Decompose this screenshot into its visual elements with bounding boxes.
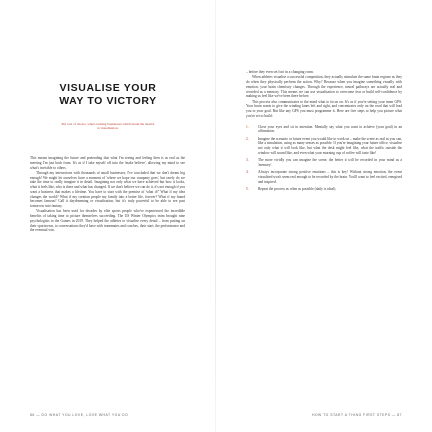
step-number: 4. bbox=[246, 170, 249, 174]
paragraph: – before they even set foot in a changing room. bbox=[246, 70, 314, 74]
step-number: 1. bbox=[246, 124, 249, 129]
step-item bbox=[246, 137, 402, 156]
paragraph: When athletes visualise a successful competition, they actually stimulate the same brain regions as they do when they physically perform the action. Why? Because when you imagine something visually with emotion, your brain chemistry changes. Through the experience, neural pathways are actually real and recorded as a memory. This means we can use visualisation to overcome fear or build self-confidence by making us feel like we've been there before. bbox=[246, 75, 402, 99]
right-body-text bbox=[246, 70, 402, 194]
step-item bbox=[246, 187, 402, 192]
chapter-title-line-1: VISUALISE YOUR bbox=[59, 82, 157, 94]
step-number: 2. bbox=[246, 136, 249, 141]
step-text: Imagine the scenario or future event you would like to work on – make the scene as real as you can, like a simulation, using as many senses as possible. If you're imagining your future office, visualise not only what it will look like, but what the desk might feel like, what the traffic outside the window will sound like, and even what your morning cup of coffee will taste like! bbox=[258, 136, 402, 155]
step-text: Always incorporate strong positive emotions – this is key! Without strong emotion, the event visualised won't seem real enough to be recorded by the brain. You'll want to feel excited, energised and inspired. bbox=[258, 170, 402, 184]
chapter-title bbox=[24, 82, 192, 108]
right-running-foot: HOW TO START A THING FIRST STEPS — 87 bbox=[311, 413, 402, 417]
step-item bbox=[246, 158, 402, 168]
chapter-title-line-2: WAY TO VICTORY bbox=[59, 95, 157, 107]
step-text: Close your eyes and sit in intention. Mentally say what you want to achieve (your goal) in an affirmation. bbox=[258, 124, 402, 134]
step-item bbox=[246, 125, 402, 135]
step-number: 5. bbox=[246, 186, 249, 191]
paragraph: Through my interactions with thousands of small businesses, I've concluded that we don't dream big enough! We might let ourselves have a moment of 'where we hope our company goes', but rarely do we take the time to really imagine it in detail. Imagining not only what we have achieved but how it looks, what it feels like, who is there and what has changed. If we don't believe we can do it, it's not enough if you want a business that makes a lifetime. You have to start with the premise of 'what if?' What if my idea changes the world? What if my creation people my family into a better life, forever? What if my brand becomes famous? Call it daydreaming or visualisation, but it's truly powerful to be able to see past tomorrow into fantasy. bbox=[30, 170, 185, 208]
step-text: Repeat the process as often as possible (daily is ideal). bbox=[258, 186, 337, 191]
step-item bbox=[246, 170, 402, 184]
epigraph-quote: My tool of choice, when creating businesses which break the mould, is visualisation. bbox=[61, 122, 155, 131]
right-page bbox=[216, 0, 432, 432]
step-text: The more vividly you can imagine the scene, the better it will be recorded in your mind as a 'memory'. bbox=[258, 158, 402, 167]
step-number: 3. bbox=[246, 158, 249, 162]
left-body-text bbox=[30, 156, 185, 234]
paragraph: Visualisation has been used for decades by elite sports people who've experienced the incredible benefits of taking time to picture themselves succeeding. The US Winter Olympics team brought nine psychologists to the Games in 2019. They helped the athletes to visualise every detail – from putting on their sportswear, to conversations they'd have with teammates and coaches, their start, the performance and the eventual win. bbox=[30, 209, 185, 233]
steps-list bbox=[246, 125, 402, 192]
left-running-foot: 86 — DO WHAT YOU LOVE, LOVE WHAT YOU DO bbox=[30, 413, 129, 417]
paragraph: This means imagining the future and pretending that what I'm seeing and feeling then is as real as the meeting I'm just back from. It's as if I take myself off into the 'make believe', allowing my mind to see what's invisible to others. bbox=[30, 156, 185, 170]
paragraph: This process also communicates to the mind what to focus on. It's as if you're setting your inner GPS. Your brain wants to give the winding lanes left and right, and concentrates only on the road that will lead you to your goal. But like any GPS you must programme it. Here are five steps to help you picture what you're set to build: bbox=[246, 99, 402, 118]
